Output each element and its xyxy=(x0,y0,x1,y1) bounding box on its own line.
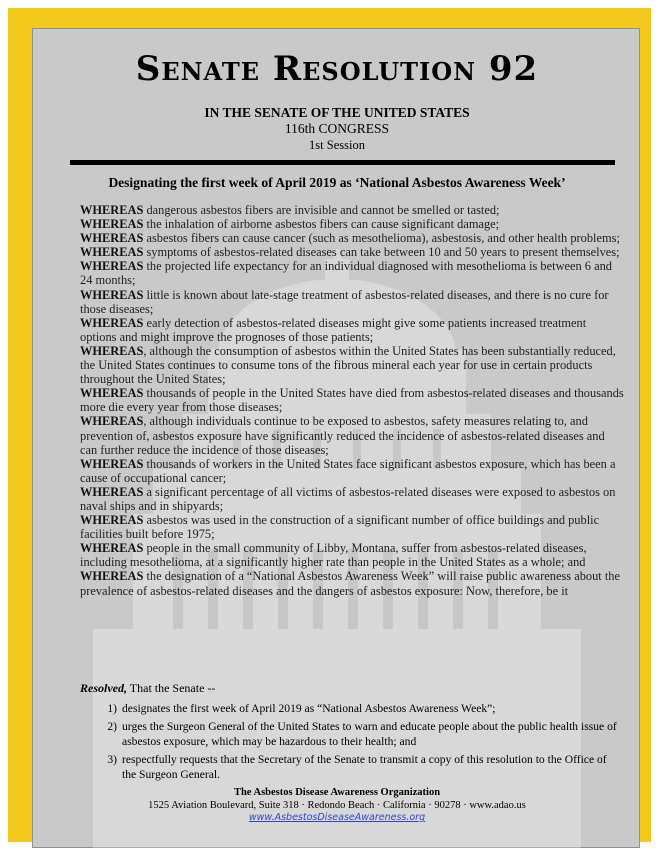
item-number: 2) xyxy=(107,719,117,733)
resolved-keyword: Resolved, xyxy=(80,681,127,695)
whereas-clause: WHEREAS symptoms of asbestos-related diseases can take between 10 and 50 years to present themselves; xyxy=(80,245,620,260)
whereas-keyword: WHEREAS xyxy=(80,315,144,330)
whereas-clause: WHEREAS people in the small community of Libby, Montana, suffer from asbestos-related diseases, including mesothelioma, at a significantly higher rate than people in the United States as a whole; and xyxy=(80,541,587,570)
whereas-clause: WHEREAS the designation of a “National Asbestos Awareness Week” will raise public awareness about the prevalence of asbestos-related diseases and the dangers of asbestos exposure: Now, therefore, be it xyxy=(80,569,620,598)
resolved-item xyxy=(97,719,617,750)
whereas-clause: WHEREAS little is known about late-stage treatment of asbestos-related diseases, and there is no cure for those diseases; xyxy=(80,287,609,316)
whereas-clause: WHEREAS a significant percentage of all victims of asbestos-related diseases were exposed to asbestos on naval ships and in shipyards; xyxy=(80,484,616,513)
whereas-clause: WHEREAS asbestos was used in the construction of a significant number of office buildings and public facilities built before 1975; xyxy=(80,513,600,542)
whereas-keyword: WHEREAS xyxy=(80,231,144,246)
designation-heading: Designating the first week of April 2019 as ‘National Asbestos Awareness Week’ xyxy=(108,175,566,190)
item-number: 3) xyxy=(107,752,117,766)
whereas-keyword: WHEREAS xyxy=(80,569,144,584)
footer xyxy=(33,787,641,825)
item-text: urges the Surgeon General of the United States to warn and educate people about the public health issue of asbestos exposure, which may be hazardous to their health; and xyxy=(122,719,617,748)
congress-heading: 116th CONGRESS xyxy=(284,121,390,136)
horizontal-rule xyxy=(70,160,615,165)
whereas-clause: WHEREAS early detection of asbestos-related diseases might give some patients increased treatment options and might improve the prognoses of those patients; xyxy=(80,315,587,344)
footer-organization: The Asbestos Disease Awareness Organization xyxy=(233,787,441,798)
senate-heading: IN THE SENATE OF THE UNITED STATES xyxy=(204,105,470,120)
whereas-keyword: WHEREAS xyxy=(80,414,144,429)
whereas-keyword: WHEREAS xyxy=(80,541,144,556)
whereas-keyword: WHEREAS xyxy=(80,259,144,274)
whereas-keyword: WHEREAS xyxy=(80,245,144,260)
whereas-clause: WHEREAS, although individuals continue to be exposed to asbestos, safety measures relating to, and prevention of, asbestos exposure have significantly reduced the incidence of asbestos-related diseases and can further reduce the incidence of those diseases; xyxy=(80,414,605,457)
resolved-items xyxy=(97,701,617,785)
whereas-clause: WHEREAS thousands of people in the United States have died from asbestos-related diseases and thousands more die every year from those diseases; xyxy=(80,386,624,415)
session-heading: 1st Session xyxy=(309,138,365,152)
whereas-keyword: WHEREAS xyxy=(80,456,144,471)
whereas-clause: WHEREAS thousands of workers in the United States face significant asbestos exposure, which has been a cause of occupational cancer; xyxy=(80,456,616,485)
yellow-frame xyxy=(8,8,651,842)
whereas-keyword: WHEREAS xyxy=(80,217,144,232)
header-block xyxy=(33,105,641,153)
whereas-clause: WHEREAS the inhalation of airborne asbestos fibers can cause significant damage; xyxy=(80,217,500,232)
item-text: designates the first week of April 2019 as “National Asbestos Awareness Week”; xyxy=(122,702,496,715)
footer-website-link[interactable]: www.AsbestosDiseaseAwareness.org xyxy=(248,812,426,823)
item-number: 1) xyxy=(107,702,117,715)
whereas-keyword: WHEREAS xyxy=(80,203,144,217)
resolved-item xyxy=(97,701,617,717)
whereas-clause: WHEREAS dangerous asbestos fibers are invisible and cannot be smelled or tasted; xyxy=(80,203,500,217)
resolved-lead-text: That the Senate -- xyxy=(127,681,216,695)
whereas-keyword: WHEREAS xyxy=(80,343,144,358)
whereas-keyword: WHEREAS xyxy=(80,287,144,302)
document-panel xyxy=(32,28,640,848)
whereas-clause: WHEREAS the projected life expectancy for an individual diagnosed with mesothelioma is between 6 and 24 months; xyxy=(80,259,612,288)
resolved-item xyxy=(97,752,617,783)
whereas-clauses xyxy=(80,203,624,598)
whereas-keyword: WHEREAS xyxy=(80,484,144,499)
resolved-lead xyxy=(80,681,624,696)
whereas-keyword: WHEREAS xyxy=(80,386,144,401)
item-text: respectfully requests that the Secretary of the Senate to transmit a copy of this resolution to the Office of the Surgeon General. xyxy=(122,752,607,781)
page-title: Senate Resolution 92 xyxy=(135,49,539,89)
whereas-keyword: WHEREAS xyxy=(80,513,144,528)
whereas-clause: WHEREAS, although the consumption of asbestos within the United States has been substantially reduced, the United States continues to consume tons of the fibrous mineral each year for use in certain products throughout the United States; xyxy=(80,343,616,387)
footer-address: 1525 Aviation Boulevard, Suite 318 · Redondo Beach · California · 90278 · www.adao.us xyxy=(148,799,526,811)
whereas-clause: WHEREAS asbestos fibers can cause cancer (such as mesothelioma), asbestosis, and other health problems; xyxy=(80,231,620,246)
